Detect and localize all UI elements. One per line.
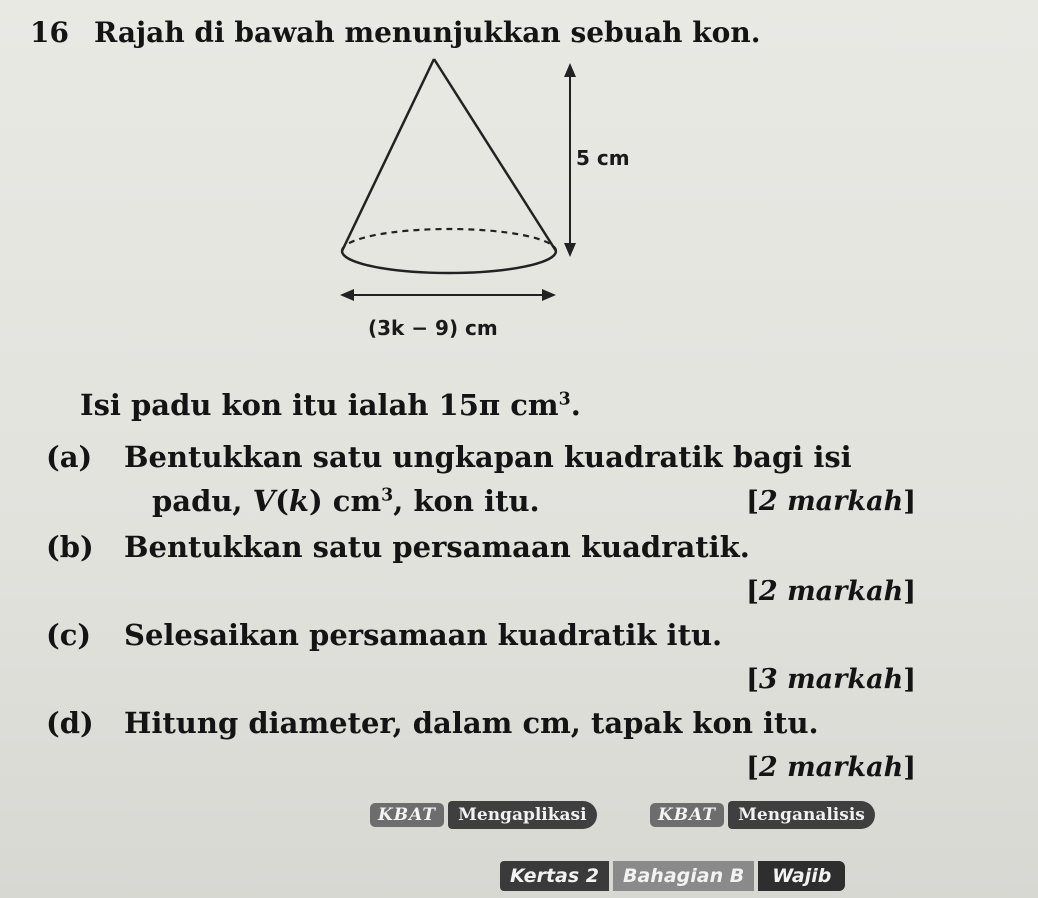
kbat-label: KBAT (650, 803, 724, 827)
question-number: 16 (30, 16, 69, 49)
part-text: Hitung diameter, dalam cm, tapak kon itu. (124, 706, 819, 740)
height-arrow-head-bottom (564, 243, 576, 257)
kbat-label: KBAT (370, 803, 444, 827)
cone-base-front (342, 251, 556, 273)
marks-a: [2 markah] (746, 486, 916, 517)
page: 16 Rajah di bawah menunjukkan sebuah kon. 5 cm (3k − 9) cm Isi padu kon itu ialah 15π $cm^3$. (a) Bentukkan satu ungkapan kuadratik bagi isi padu, V(k) $cm^3$, kon itu. [2 markah] (b) Bentukkan satu persamaan kuadratik. [2 markah] (c) Selesaikan persamaan kuadratik itu. [3 markah] (d) Hitung diameter, dalam cm, tapak kon itu. [2 markah] KBAT Mengaplikasi KBAT Menganalisis Kertas 2 Bahagian B Wajib (0, 0, 1038, 898)
marks-d: [2 markah] (746, 752, 916, 783)
part-text: Selesaikan persamaan kuadratik itu. (124, 618, 723, 652)
base-arrow-head-left (340, 289, 354, 301)
cone-left-side (342, 59, 434, 251)
marks-b: [2 markah] (746, 576, 916, 607)
skill-tag: Mengaplikasi (448, 801, 597, 829)
marks-c: [3 markah] (746, 664, 916, 695)
question-heading (30, 16, 760, 49)
paper-tag: Kertas 2 (500, 861, 609, 891)
skill-tag: Menganalisis (728, 801, 875, 829)
part-text: Bentukkan satu ungkapan kuadratik bagi isi (124, 440, 852, 474)
volume-statement: Isi padu kon itu ialah 15π $cm^3$. (80, 388, 581, 422)
part-label: (b) (46, 530, 94, 564)
base-label: (3k − 9) cm (368, 316, 498, 340)
kbat-badge-analyse (650, 800, 875, 830)
part-label: (a) (46, 440, 93, 474)
volume-value: 15π cm (438, 388, 559, 422)
base-arrow-head-right (542, 289, 556, 301)
type-tag: Wajib (758, 861, 845, 891)
cone-diagram (320, 55, 640, 355)
part-label: (c) (46, 618, 92, 652)
cone-right-side (434, 59, 556, 251)
cone-base-back (342, 229, 556, 251)
kbat-badge-apply (370, 800, 597, 830)
question-title: Rajah di bawah menunjukkan sebuah kon. (94, 16, 761, 49)
part-label: (d) (46, 706, 94, 740)
part-text: Bentukkan satu persamaan kuadratik. (124, 530, 750, 564)
height-label: 5 cm (576, 146, 630, 170)
height-arrow-head-top (564, 63, 576, 77)
section-tag: Bahagian B (613, 861, 754, 891)
footer-tags (500, 860, 845, 892)
